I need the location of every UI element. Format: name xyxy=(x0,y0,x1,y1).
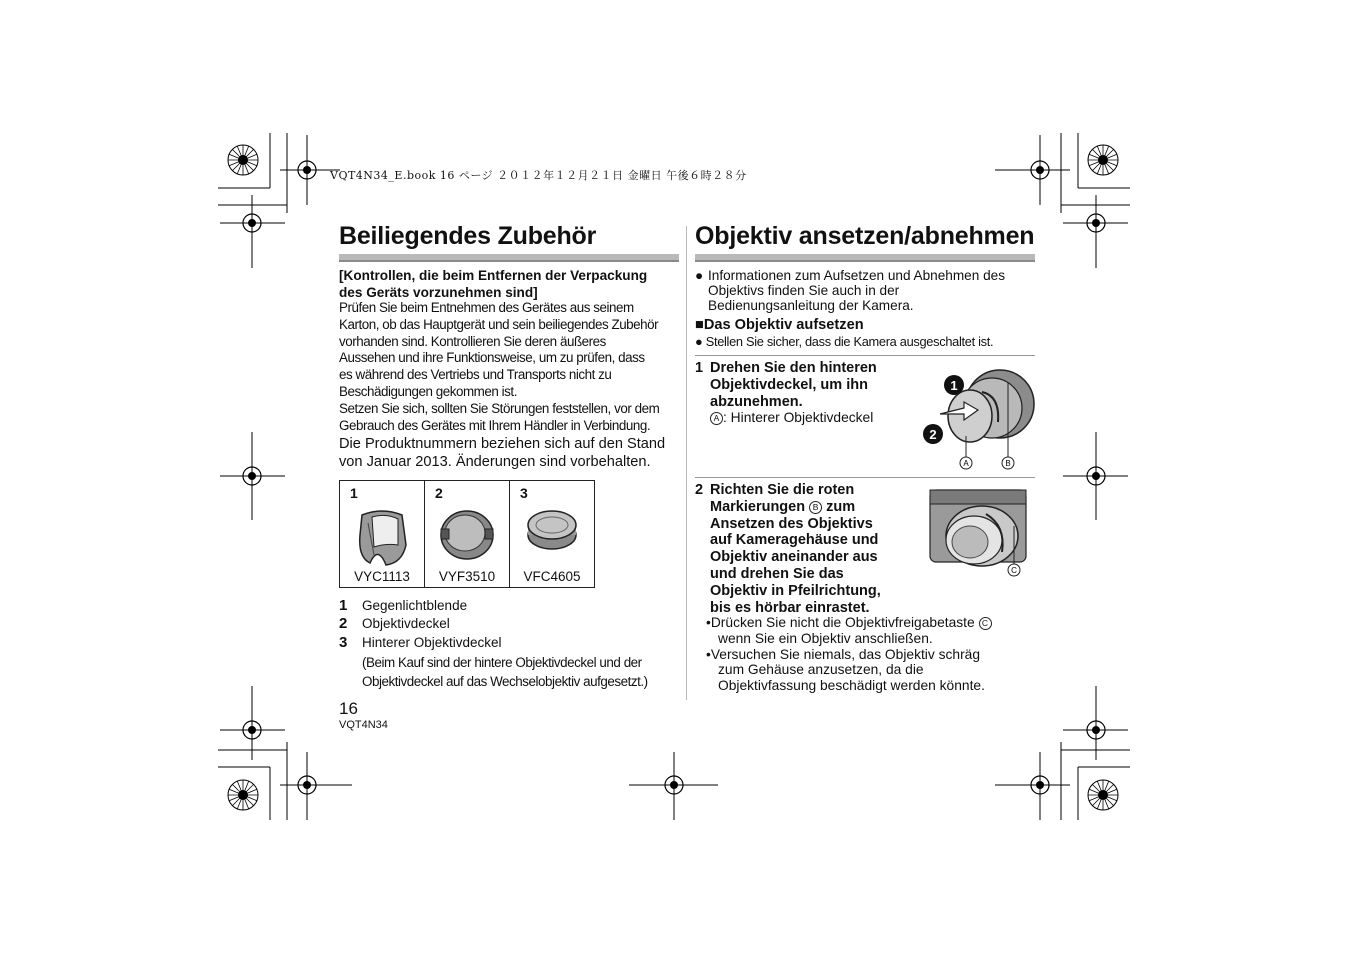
check-heading: [Kontrollen, die beim Entfernen der Verpackung des Geräts vorzunehmen sind] xyxy=(339,268,648,300)
step1-text: Drehen Sie den hinteren Objektivdeckel, um ihn abzunehmen. xyxy=(710,360,877,410)
list-note: (Beim Kauf sind der hintere Objektivdeckel und der Objektivdeckel auf das Wechselobjektiv aufgesetzt.) xyxy=(362,655,648,689)
left-title: Beiliegendes Zubehör xyxy=(339,222,597,250)
svg-text:A: A xyxy=(963,459,969,468)
list-item: Hinterer Objektivdeckel xyxy=(362,635,502,650)
section-heading: ■Das Objektiv aufsetzen xyxy=(695,317,864,333)
page-number: 16 xyxy=(339,699,358,718)
column-divider xyxy=(686,226,687,700)
lens-hood-icon xyxy=(352,505,412,569)
circled-label: A xyxy=(710,412,723,425)
bullet-icon: • xyxy=(706,646,711,662)
svg-text:C: C xyxy=(1011,566,1017,575)
accessory-cell: 3 VFC4605 xyxy=(510,481,595,588)
product-note: Die Produktnummern beziehen sich auf den Stand von Januar 2013. Änderungen sind vorbehalten. xyxy=(339,436,666,470)
print-header-line: VQT4N34_E.book 16 ページ ２０１２年１２月２１日 金曜日 午後６時２８分 xyxy=(330,169,747,182)
list-item: Gegenlichtblende xyxy=(362,598,468,613)
list-item: Objektivdeckel xyxy=(362,616,450,631)
bullet-icon: ● xyxy=(695,268,704,283)
intro-text: ● Informationen zum Aufsetzen und Abnehmen des Objektivs finden Sie auch in der Bedienungsanleitung der Kamera. xyxy=(695,268,1005,314)
svg-text:2: 2 xyxy=(929,427,937,442)
divider xyxy=(695,355,1035,356)
rear-lens-cap-icon xyxy=(522,505,582,555)
lens-mount-figure xyxy=(926,486,1034,580)
list-number: 1 xyxy=(339,597,348,614)
right-title: Objektiv ansetzen/abnehmen xyxy=(695,222,1035,250)
step-number: 1 xyxy=(695,360,704,376)
accessory-cell: 2 VYF3510 xyxy=(425,481,510,588)
lens-cap-icon xyxy=(435,505,499,565)
step2-notes: •Drücken Sie nicht die Objektivfreigabetaste C wenn Sie ein Objektiv anschließen. •Versuchen Sie niemals, das Objektiv schräg zum Gehäuse anzusetzen, da die Objektivfassung beschädigt werden könnte. xyxy=(706,615,992,694)
rear-cap-removal-figure xyxy=(920,362,1038,472)
step-number: 2 xyxy=(695,482,704,498)
circled-label: B xyxy=(809,501,822,514)
check-text: Prüfen Sie beim Entnehmen des Gerätes aus seinem Karton, ob das Hauptgerät und sein beiliegendes Zubehör vorhanden sind. Kontrollieren Sie deren äußeres Aussehen und ihre Funktionsweise, um zu prüfen, dass es während des Vertriebs und Transports nicht zu Beschädigungen gekommen ist. Setzen Sie sich, sollten Sie Störungen feststellen, vor dem Gebrauch des Gerätes mit Ihrem Händler in Verbindung. xyxy=(339,300,660,433)
bullet-icon: ● xyxy=(695,334,703,349)
section-note: ● Stellen Sie sicher, dass die Kamera ausgeschaltet ist. xyxy=(695,334,994,349)
step2-text: Richten Sie die roten Markierungen B zum Ansetzen des Objektivs auf Kameragehäuse und Objektiv aneinander aus und drehen Sie das Objektiv in Pfeilrichtung, bis es hörbar einrastet. xyxy=(710,482,881,616)
bullet-icon: • xyxy=(706,615,711,630)
accessory-cell: 1 VYC1113 xyxy=(340,481,425,588)
accessories-table xyxy=(339,480,595,588)
list-number: 2 xyxy=(339,615,348,632)
doc-code: VQT4N34 xyxy=(339,719,388,731)
step1-label: A : Hinterer Objektivdeckel xyxy=(710,410,873,425)
svg-text:1: 1 xyxy=(950,378,958,393)
svg-text:B: B xyxy=(1005,459,1011,468)
divider xyxy=(695,477,1035,478)
circled-label: C xyxy=(979,617,992,630)
left-title-rule xyxy=(339,254,679,262)
right-title-rule xyxy=(695,254,1035,262)
square-bullet-icon: ■ xyxy=(695,317,704,333)
list-number: 3 xyxy=(339,634,348,651)
